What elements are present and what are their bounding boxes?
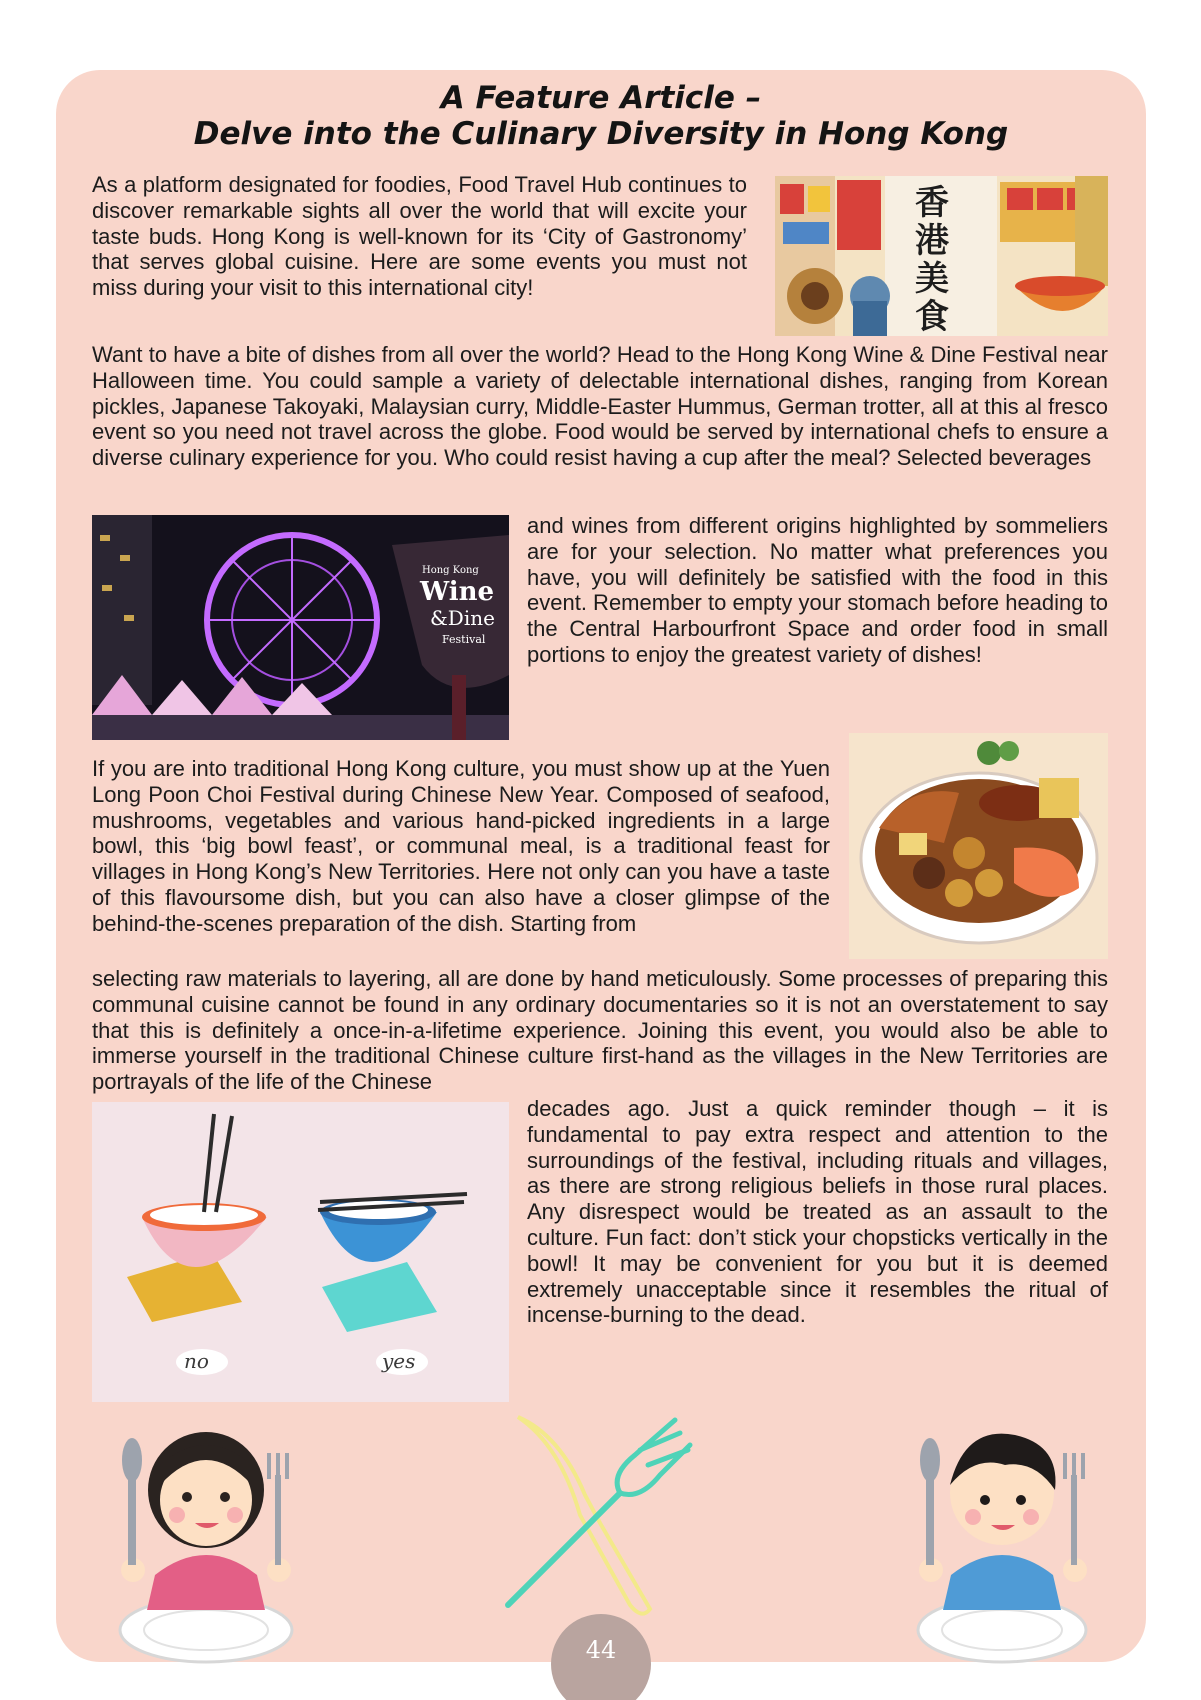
paragraph-wines: and wines from different origins highlighted by sommeliers are for your selection. No matter what preferences you have, you will definitely be satisfied with the food in this event. Remember to empty your stomach before heading to the Central Harbourfront Space and order food in small portions to enjoy the greatest variety of dishes!: [527, 513, 1108, 667]
poon-choi-illustration: [849, 733, 1108, 959]
boy-with-utensils-illustration: [895, 1405, 1110, 1665]
logo-hongkong: Hong Kong: [422, 565, 479, 576]
sign-char-2: 港: [915, 221, 949, 261]
sign-char-3: 美: [915, 259, 949, 299]
title-line-2: Delve into the Culinary Diversity in Hong Kong: [193, 116, 1009, 152]
paragraph-poon-choi: If you are into traditional Hong Kong culture, you must show up at the Yuen Long Poon Choi Festival during Chinese New Year. Composed of seafood, mushrooms, vegetables and various hand-picked ingredients in a large bowl, this ‘big bowl feast’, or communal meal, is a traditional feast for villages in Hong Kong’s New Territories. Here not only can you have a taste of this flavoursome dish, but you can also have a closer glimpse of the behind-the-scenes preparation of the dish. Starting from: [92, 756, 830, 936]
page-number-badge: 44: [551, 1614, 651, 1700]
hong-kong-food-illustration-svg: [775, 176, 1108, 336]
neon-knife-fork-icon: [500, 1405, 700, 1625]
paragraph-etiquette: decades ago. Just a quick reminder though – it is fundamental to pay extra respect and attention to the surroundings of the festival, including rituals and villages, as there are strong religious beliefs in those rural places. Any disrespect would be treated as an assault to the culture. Fun fact: don’t stick your chopsticks vertically in the bowl! It may be convenient for you but it is deemed extremely unacceptable since it resembles the ritual of incense-burning to the dead.: [527, 1096, 1108, 1328]
sign-char-4: 食: [915, 297, 949, 336]
poon-choi-illustration-svg: [849, 733, 1108, 959]
wine-dine-festival-photo: [92, 515, 509, 740]
label-yes: yes: [382, 1349, 416, 1373]
hong-kong-food-illustration: [775, 176, 1108, 336]
paragraph-intro: As a platform designated for foodies, Food Travel Hub continues to discover remarkable sights all over the world that will excite your taste buds. Hong Kong is well-known for its ‘City of Gastronomy’ that serves global cuisine. Here are some events you must not miss during your visit to this international city!: [92, 172, 747, 301]
sign-char-1: 香: [915, 183, 949, 223]
boy-with-utensils-illustration-svg: [895, 1405, 1110, 1665]
label-no: no: [184, 1349, 209, 1373]
chopstick-etiquette-illustration: [92, 1102, 509, 1402]
logo-festival: Festival: [442, 633, 486, 646]
logo-dine: &Dine: [430, 606, 495, 630]
paragraph-wine-dine: Want to have a bite of dishes from all over the world? Head to the Hong Kong Wine & Dine Festival near Halloween time. You could sample a variety of delectable international dishes, ranging from Korean pickles, Japanese Takoyaki, Malaysian curry, Middle-Easter Hummus, German trotter, all at this al fresco event so you need not travel across the globe. Food would be served by international chefs to ensure a diverse culinary experience for you. Who could resist having a cup after the meal? Selected beverages: [92, 342, 1108, 471]
girl-with-utensils-illustration-svg: [95, 1405, 317, 1665]
article-title: [56, 80, 1146, 152]
girl-with-utensils-illustration: [95, 1405, 317, 1665]
paragraph-culture: selecting raw materials to layering, all are done by hand meticulously. Some processes of preparing this communal cuisine cannot be found in any ordinary documentaries so it is not an overstatement to say that this is definitely a once-in-a-lifetime experience. Joining this event, you would also be able to immerse yourself in the traditional Chinese culture first-hand as the villages in the New Territories are portrayals of the life of the Chinese: [92, 966, 1108, 1095]
title-line-1: A Feature Article –: [440, 80, 762, 116]
neon-knife-fork-svg: [500, 1405, 700, 1625]
wine-dine-festival-photo-svg: [92, 515, 509, 740]
logo-wine: Wine: [420, 577, 495, 607]
chopstick-etiquette-illustration-svg: [92, 1102, 509, 1402]
